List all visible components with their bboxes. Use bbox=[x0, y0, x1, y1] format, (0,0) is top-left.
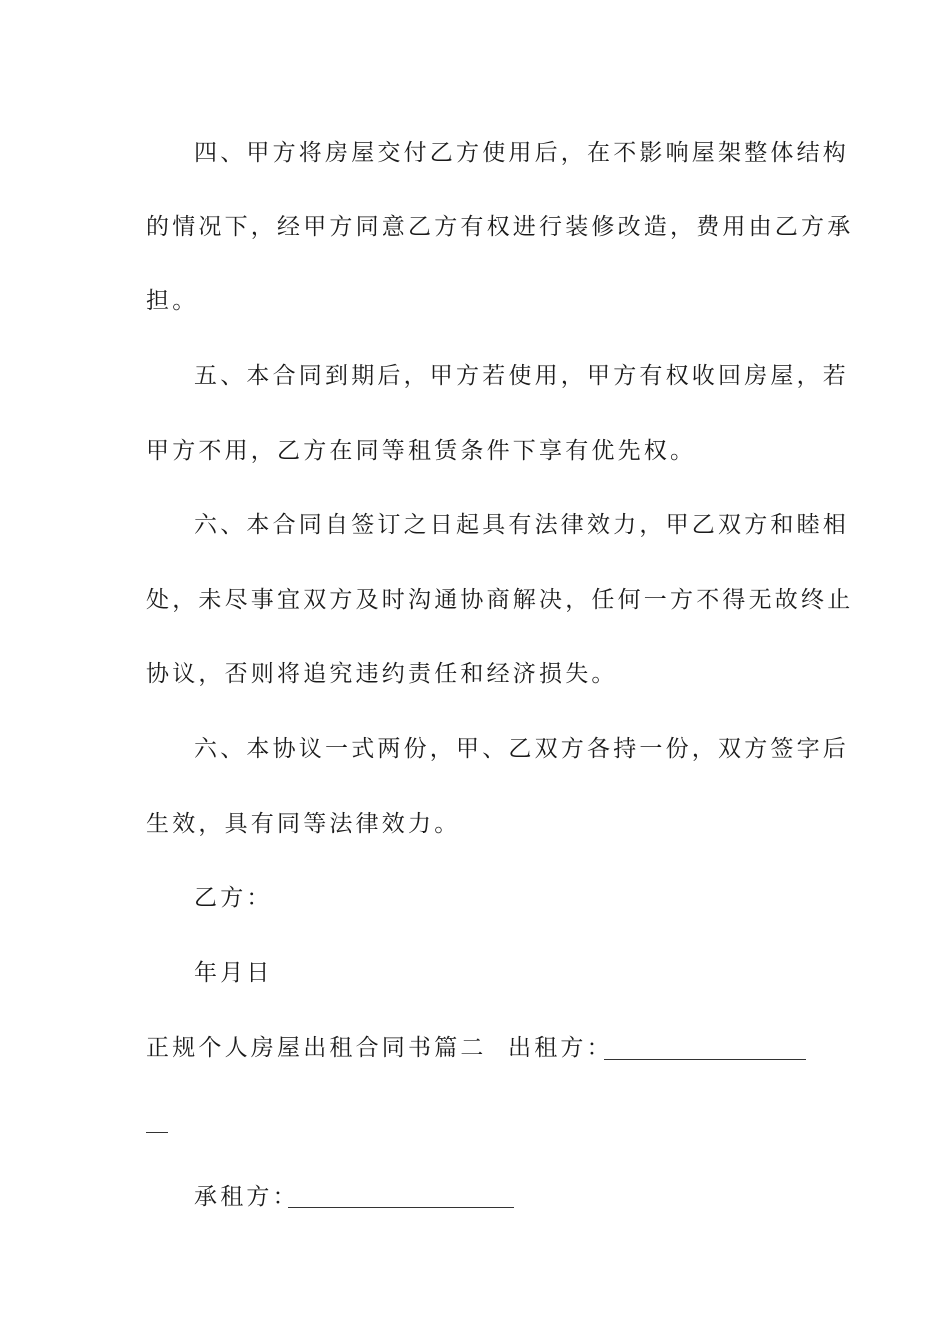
lessor-blank-line-continued bbox=[146, 1132, 168, 1133]
paragraph-4-line-1: 四、甲方将房屋交付乙方使用后，在不影响屋架整体结构 bbox=[194, 140, 849, 166]
party-b-label: 乙方： bbox=[194, 885, 273, 911]
lessor-label: 出租方： bbox=[508, 1035, 613, 1061]
paragraph-5-line-2: 甲方不用，乙方在同等租赁条件下享有优先权。 bbox=[146, 438, 697, 464]
date-label: 年月日 bbox=[194, 960, 273, 986]
paragraph-6b-line-1: 六、本协议一式两份，甲、乙双方各持一份，双方签字后 bbox=[194, 736, 849, 762]
paragraph-6a-line-2: 处，未尽事宜双方及时沟通协商解决，任何一方不得无故终止 bbox=[146, 587, 854, 613]
paragraph-5-line-1: 五、本合同到期后，甲方若使用，甲方有权收回房屋，若 bbox=[194, 363, 849, 389]
lessor-blank-line bbox=[604, 1059, 806, 1060]
section-title: 正规个人房屋出租合同书篇二 bbox=[146, 1035, 487, 1061]
lessee-label: 承租方： bbox=[194, 1184, 299, 1210]
lessee-blank-line bbox=[288, 1207, 514, 1208]
paragraph-6b-line-2: 生效，具有同等法律效力。 bbox=[146, 811, 461, 837]
paragraph-6a-line-1: 六、本合同自签订之日起具有法律效力，甲乙双方和睦相 bbox=[194, 512, 849, 538]
paragraph-6a-line-3: 协议，否则将追究违约责任和经济损失。 bbox=[146, 661, 618, 687]
paragraph-4-line-3: 担。 bbox=[146, 288, 199, 314]
paragraph-4-line-2: 的情况下，经甲方同意乙方有权进行装修改造，费用由乙方承 bbox=[146, 214, 854, 240]
